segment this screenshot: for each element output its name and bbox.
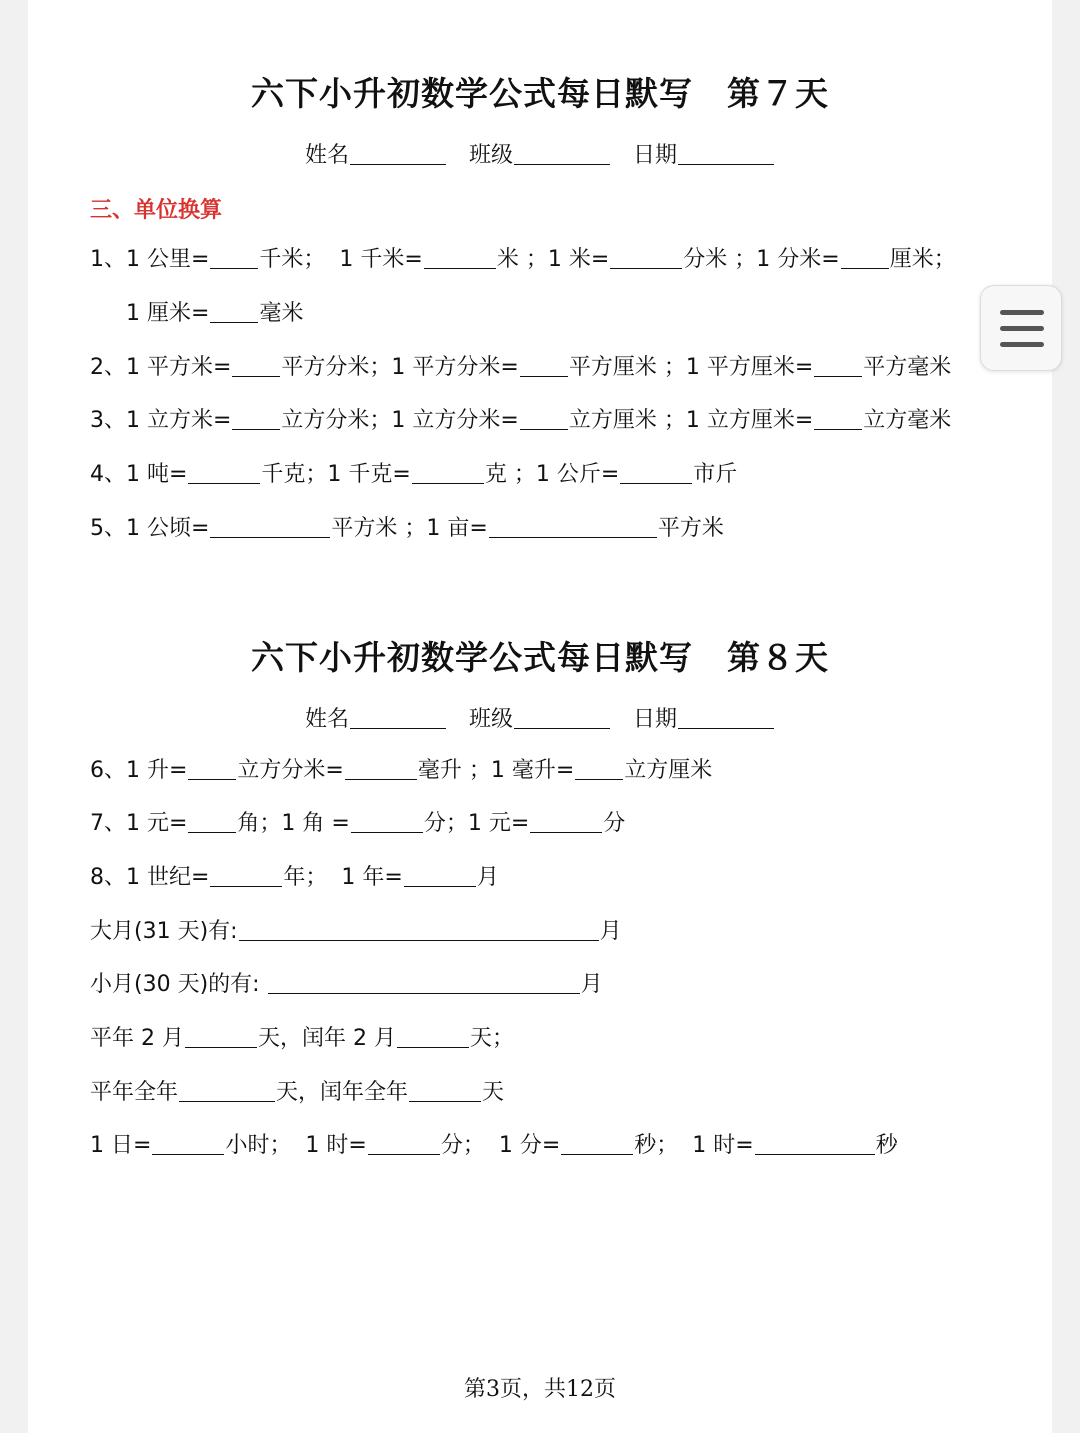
answer-blank[interactable]	[404, 866, 476, 887]
menu-bar	[1000, 326, 1044, 331]
answer-blank[interactable]	[188, 463, 260, 484]
question-line: 1 厘米= 毫米	[126, 301, 304, 326]
answer-blank[interactable]	[530, 812, 602, 833]
answer-blank[interactable]	[575, 759, 623, 780]
name-blank[interactable]	[350, 144, 446, 165]
class-blank[interactable]	[514, 708, 610, 729]
answer-blank[interactable]	[268, 973, 580, 994]
day7-title: 六下小升初数学公式每日默写 第７天	[251, 74, 829, 113]
hamburger-menu-icon[interactable]	[980, 285, 1062, 371]
question-line: 3、1 立方米= 立方分米；1 立方分米= 立方厘米 ；1 立方厘米= 立方毫米	[90, 408, 952, 433]
name-label: 姓名	[304, 143, 349, 168]
answer-blank[interactable]	[232, 409, 280, 430]
answer-blank[interactable]	[368, 1134, 440, 1155]
answer-blank[interactable]	[397, 1027, 469, 1048]
day7-meta-row	[0, 138, 1080, 169]
class-label: 班级	[468, 707, 513, 732]
answer-blank[interactable]	[152, 1134, 224, 1155]
question-line: 8、1 世纪= 年； 1 年= 月	[90, 865, 499, 890]
answer-blank[interactable]	[412, 463, 484, 484]
answer-blank[interactable]	[345, 759, 417, 780]
answer-blank[interactable]	[188, 812, 236, 833]
answer-blank[interactable]	[561, 1134, 633, 1155]
name-blank[interactable]	[350, 708, 446, 729]
date-label: 日期	[633, 707, 678, 732]
answer-blank[interactable]	[841, 248, 889, 269]
question-line: 平年 2 月 天，闰年 2 月 天；	[90, 1026, 514, 1051]
name-label: 姓名	[304, 707, 349, 732]
date-label: 日期	[633, 143, 678, 168]
class-blank[interactable]	[514, 144, 610, 165]
answer-blank[interactable]	[610, 248, 682, 269]
menu-bar	[1000, 310, 1044, 315]
answer-blank[interactable]	[210, 517, 330, 538]
date-blank[interactable]	[678, 144, 774, 165]
answer-blank[interactable]	[210, 302, 258, 323]
section-heading: 三、单位换算	[90, 198, 223, 223]
class-label: 班级	[468, 143, 513, 168]
page-number: 第3页，共12页	[464, 1377, 616, 1402]
answer-blank[interactable]	[232, 356, 280, 377]
answer-blank[interactable]	[814, 356, 862, 377]
question-line: 1 日= 小时； 1 时= 分； 1 分= 秒； 1 时= 秒	[90, 1133, 898, 1158]
answer-blank[interactable]	[489, 517, 657, 538]
menu-bar	[1000, 342, 1044, 347]
question-line: 7、1 元= 角；1 角 = 分；1 元= 分	[90, 811, 626, 836]
answer-blank[interactable]	[424, 248, 496, 269]
answer-blank[interactable]	[520, 356, 568, 377]
day8-title: 六下小升初数学公式每日默写 第８天	[251, 638, 829, 677]
date-blank[interactable]	[678, 708, 774, 729]
answer-blank[interactable]	[179, 1081, 275, 1102]
question-line: 平年全年 天，闰年全年 天	[90, 1080, 505, 1105]
question-line: 1、1 公里= 千米； 1 千米= 米 ；1 米= 分米 ；1 分米= 厘米；	[90, 247, 956, 272]
answer-blank[interactable]	[620, 463, 692, 484]
day8-meta-row	[0, 702, 1080, 733]
question-line: 6、1 升= 立方分米= 毫升 ；1 毫升= 立方厘米	[90, 758, 713, 783]
answer-blank[interactable]	[188, 759, 236, 780]
answer-blank[interactable]	[185, 1027, 257, 1048]
question-line: 小月(30 天)的有: 月	[90, 972, 603, 997]
question-line: 2、1 平方米= 平方分米；1 平方分米= 平方厘米 ；1 平方厘米= 平方毫米	[90, 355, 952, 380]
question-line: 大月(31 天)有: 月	[90, 919, 622, 944]
answer-blank[interactable]	[239, 920, 599, 941]
question-line: 4、1 吨= 千克；1 千克= 克 ；1 公斤= 市斤	[90, 462, 738, 487]
answer-blank[interactable]	[520, 409, 568, 430]
answer-blank[interactable]	[210, 248, 258, 269]
question-line: 5、1 公顷= 平方米 ；1 亩= 平方米	[90, 516, 724, 541]
answer-blank[interactable]	[409, 1081, 481, 1102]
answer-blank[interactable]	[351, 812, 423, 833]
answer-blank[interactable]	[755, 1134, 875, 1155]
answer-blank[interactable]	[814, 409, 862, 430]
answer-blank[interactable]	[210, 866, 282, 887]
